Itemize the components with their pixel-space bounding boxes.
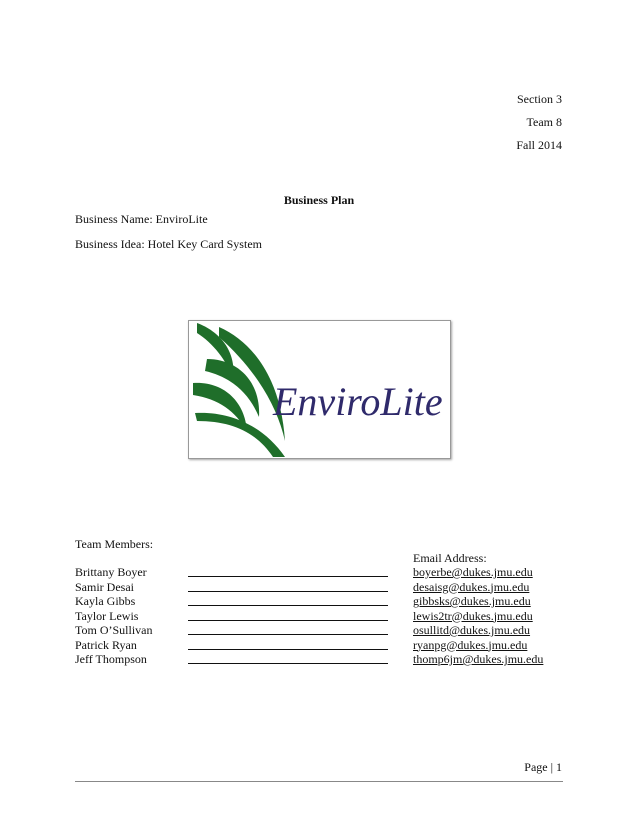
member-email-link[interactable]: gibbsks@dukes.jmu.edu bbox=[413, 594, 531, 608]
members-list bbox=[75, 565, 595, 667]
term-label: Fall 2014 bbox=[516, 138, 562, 152]
list-item bbox=[75, 638, 595, 653]
header-block bbox=[516, 88, 562, 157]
signature-line bbox=[188, 652, 388, 664]
envirolite-logo bbox=[188, 320, 451, 459]
page-title: Business Plan bbox=[283, 193, 355, 207]
list-item bbox=[75, 580, 595, 595]
signature-line bbox=[188, 609, 388, 621]
member-email-link[interactable]: boyerbe@dukes.jmu.edu bbox=[413, 565, 533, 579]
member-name: Brittany Boyer bbox=[75, 565, 147, 579]
list-item bbox=[75, 594, 595, 609]
team-label: Team 8 bbox=[526, 115, 562, 129]
member-name: Taylor Lewis bbox=[75, 608, 139, 623]
signature-line bbox=[188, 594, 388, 606]
member-email-link[interactable]: desaisg@dukes.jmu.edu bbox=[413, 579, 530, 594]
list-item bbox=[75, 623, 595, 638]
leaf-swoosh-icon bbox=[189, 321, 450, 458]
section-label: Section 3 bbox=[517, 92, 562, 106]
list-item bbox=[75, 565, 595, 580]
member-name: Kayla Gibbs bbox=[75, 594, 136, 608]
footer-divider bbox=[75, 781, 563, 782]
member-name: Samir Desai bbox=[75, 579, 134, 594]
signature-line bbox=[188, 565, 388, 577]
list-item bbox=[75, 609, 595, 624]
signature-line bbox=[188, 638, 388, 650]
email-header: Email Address: bbox=[413, 551, 487, 565]
member-email-link[interactable]: lewis2tr@dukes.jmu.edu bbox=[413, 608, 533, 623]
business-idea: Business Idea: Hotel Key Card System bbox=[75, 237, 262, 251]
signature-line bbox=[188, 580, 388, 592]
member-name: Patrick Ryan bbox=[75, 637, 137, 652]
page-number: Page | 1 bbox=[524, 760, 562, 774]
business-name: Business Name: EnviroLite bbox=[75, 212, 208, 226]
signature-line bbox=[188, 623, 388, 635]
member-email-link[interactable]: thomp6jm@dukes.jmu.edu bbox=[413, 652, 544, 666]
list-item bbox=[75, 652, 595, 667]
member-email-link[interactable]: ryanpg@dukes.jmu.edu bbox=[413, 637, 528, 652]
member-name: Jeff Thompson bbox=[75, 652, 147, 666]
member-name: Tom O’Sullivan bbox=[75, 623, 153, 637]
member-email-link[interactable]: osullitd@dukes.jmu.edu bbox=[413, 623, 531, 637]
logo-wordmark: EnviroLite bbox=[273, 379, 443, 424]
team-members-label: Team Members: bbox=[75, 537, 154, 551]
